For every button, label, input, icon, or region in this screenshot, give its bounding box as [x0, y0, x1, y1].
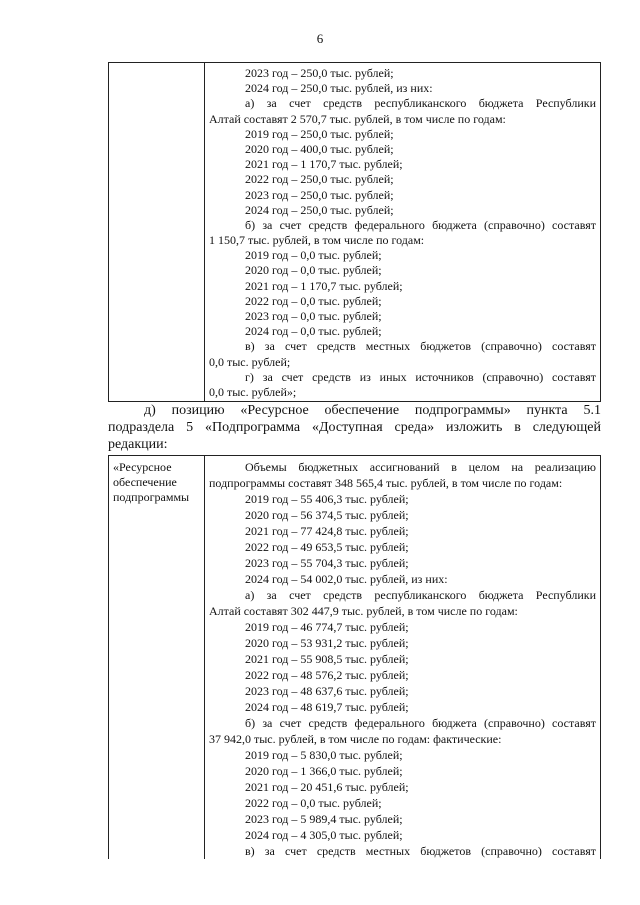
table2-text-line: 2022 год – 49 653,5 тыс. рублей; — [245, 540, 409, 554]
table2-text-line: 2022 год – 0,0 тыс. рублей; — [245, 796, 382, 810]
table2-text-line: 2019 год – 55 406,3 тыс. рублей; — [245, 492, 409, 506]
table1-text-line: 2020 год – 400,0 тыс. рублей; — [245, 141, 394, 156]
table2-text-line: 2021 год – 20 451,6 тыс. рублей; — [245, 780, 409, 794]
table2-text-line: 2023 год – 48 637,6 тыс. рублей; — [245, 684, 409, 698]
table2-text-line: Объемы бюджетных ассигнований в целом на реализацию — [245, 460, 596, 474]
table1-text-line: в) за счет средств местных бюджетов (справочно) составят — [245, 339, 596, 354]
table2-text-line: 2021 год – 55 908,5 тыс. рублей; — [245, 652, 409, 666]
table1-text-line: 2019 год – 250,0 тыс. рублей; — [245, 126, 394, 141]
table1-text-line: 2019 год – 0,0 тыс. рублей; — [245, 248, 382, 263]
paragraph-line: подраздела 5 «Подпрограмма «Доступная среда» изложить в следующей — [108, 420, 601, 435]
table2-left-label-line: подпрограммы — [113, 490, 190, 504]
table1-text-line: 2021 год – 1 170,7 тыс. рублей; — [245, 157, 403, 172]
table1-text-line: 2023 год – 250,0 тыс. рублей; — [245, 66, 394, 80]
table2-text-line: Алтай составят 302 447,9 тыс. рублей, в том числе по годам: — [209, 604, 518, 618]
table1-text-line: г) за счет средств из иных источников (справочно) составят — [245, 369, 596, 384]
table1-text-line: 2024 год – 250,0 тыс. рублей; — [245, 202, 394, 217]
table1-right-cell — [205, 63, 600, 401]
table2-text-line: 2023 год – 5 989,4 тыс. рублей; — [245, 812, 403, 826]
table1-text-line: 2022 год – 0,0 тыс. рублей; — [245, 293, 382, 308]
table2-right-cell — [205, 456, 600, 859]
table1-text-line: 2024 год – 0,0 тыс. рублей; — [245, 324, 382, 339]
resource-table-continued — [108, 62, 601, 402]
table2-left-cell — [109, 456, 205, 859]
table2-text-line: 2019 год – 5 830,0 тыс. рублей; — [245, 748, 403, 762]
table1-text-line: 2020 год – 0,0 тыс. рублей; — [245, 263, 382, 278]
table2-text-line: 2019 год – 46 774,7 тыс. рублей; — [245, 620, 409, 634]
table2-left-label-line: «Ресурсное — [113, 460, 172, 474]
table1-text-line: б) за счет средств федерального бюджета (справочно) составят — [245, 217, 596, 232]
table2-text-line: подпрограммы составят 348 565,4 тыс. рублей, в том числе по годам: — [209, 476, 563, 490]
resource-table-new — [108, 455, 601, 859]
table2-text-line: 2021 год – 77 424,8 тыс. рублей; — [245, 524, 409, 538]
table1-text-line: 0,0 тыс. рублей»; — [209, 384, 297, 399]
table2-text-line: 2020 год – 56 374,5 тыс. рублей; — [245, 508, 409, 522]
table2-text-line: в) за счет средств местных бюджетов (справочно) составят — [245, 844, 596, 858]
table1-text-line: Алтай составят 2 570,7 тыс. рублей, в том числе по годам: — [209, 111, 506, 126]
table1-text-line: а) за счет средств республиканского бюджета Республики — [245, 96, 596, 111]
table2-left-label-line: обеспечение — [113, 475, 177, 489]
table2-text-line: 37 942,0 тыс. рублей, в том числе по годам: фактические: — [209, 732, 502, 746]
table1-text-line: 2023 год – 0,0 тыс. рублей; — [245, 309, 382, 323]
table2-text-line: а) за счет средств республиканского бюджета Республики — [245, 588, 596, 602]
table1-left-cell — [109, 63, 205, 401]
table1-text-line: 2022 год – 250,0 тыс. рублей; — [245, 172, 394, 187]
table1-text-line: 1 150,7 тыс. рублей, в том числе по годам: — [209, 233, 425, 248]
table1-text-line: 2021 год – 1 170,7 тыс. рублей; — [245, 278, 403, 293]
paragraph-line: д) позицию «Ресурсное обеспечение подпрограммы» пункта 5.1 — [144, 403, 601, 418]
table2-text-line: 2020 год – 1 366,0 тыс. рублей; — [245, 764, 403, 778]
table2-text-line: 2024 год – 54 002,0 тыс. рублей, из них: — [245, 572, 448, 586]
paragraph-line: редакции: — [108, 437, 168, 452]
table2-text-line: 2022 год – 48 576,2 тыс. рублей; — [245, 668, 409, 682]
page-number: 6 — [316, 31, 324, 46]
amendment-paragraph — [108, 402, 601, 453]
table2-text-line: 2020 год – 53 931,2 тыс. рублей; — [245, 636, 409, 650]
table1-text-line: 2024 год – 250,0 тыс. рублей, из них: — [245, 81, 433, 96]
table1-text-line: 2023 год – 250,0 тыс. рублей; — [245, 187, 394, 202]
table2-text-line: 2023 год – 55 704,3 тыс. рублей; — [245, 556, 409, 570]
table1-text-line: 0,0 тыс. рублей; — [209, 354, 291, 369]
table2-text-line: 2024 год – 4 305,0 тыс. рублей; — [245, 828, 403, 842]
table2-text-line: 2024 год – 48 619,7 тыс. рублей; — [245, 700, 409, 714]
table2-text-line: б) за счет средств федерального бюджета (справочно) составят — [245, 716, 596, 730]
